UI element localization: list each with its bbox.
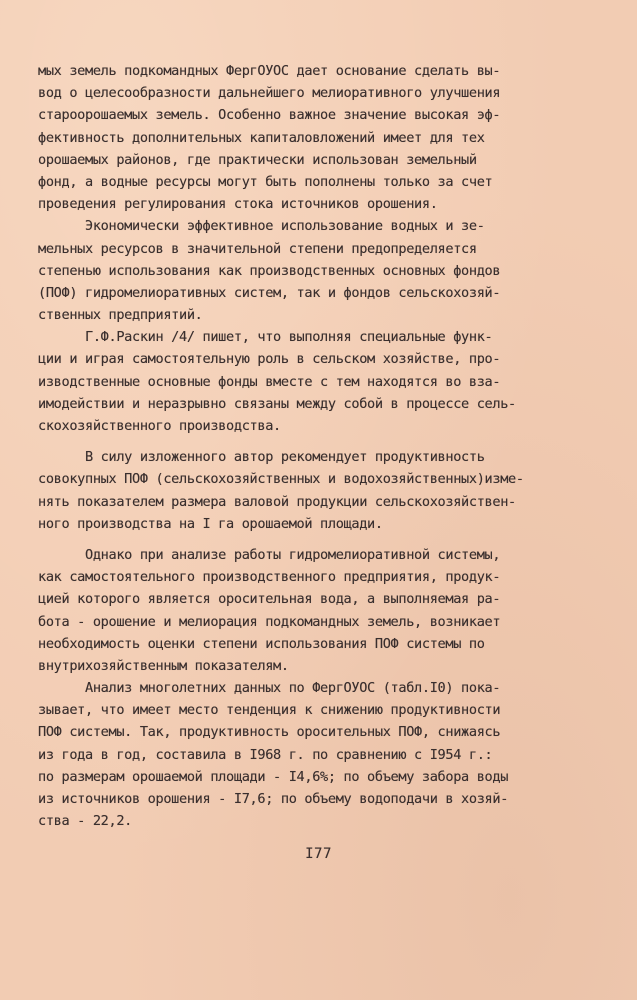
text-line: необходимость оценки степени использования ПОФ системы по xyxy=(38,635,485,652)
text-line: ции и играя самостоятельную роль в сельском хозяйстве, про- xyxy=(38,351,501,368)
text-line: внутрихозяйственным показателям. xyxy=(38,657,289,674)
text-line: из года в год, составила в I968 г. по сравнению с I954 г.: xyxy=(38,746,493,763)
text-line: мых земель подкомандных ФергОУОС дает основание сделать вы- xyxy=(38,63,501,79)
text-line: фонд, а водные ресурсы могут быть пополнены только за счет xyxy=(38,173,493,190)
text-line: Экономически эффективное использование водных и зе- xyxy=(38,218,485,235)
text-line: В силу изложенного автор рекомендует продуктивность xyxy=(38,449,485,466)
text-line: изводственные основные фонды вместе с тем находятся во вза- xyxy=(38,373,501,390)
text-line: ПОФ системы. Так, продуктивность оросительных ПОФ, снижаясь xyxy=(38,724,501,741)
text-line: проведения регулирования стока источников орошения. xyxy=(38,196,438,213)
page-number: I77 xyxy=(305,846,332,862)
text-line: как самостоятельного производственного предприятия, продук- xyxy=(38,569,501,586)
text-line: из источников орошения - I7,6; по объему водоподачи в хозяй- xyxy=(38,791,509,807)
text-line: степенью использования как производственных основных фондов xyxy=(38,262,501,279)
text-line: Анализ многолетних данных по ФергОУОС (табл.I0) пока- xyxy=(38,680,501,697)
text-line: ного производства на I га орошаемой площади. xyxy=(38,515,383,532)
text-line: фективность дополнительных капиталовложений имеет для тех xyxy=(38,129,485,146)
text-line: Однако при анализе работы гидромелиоративной системы, xyxy=(38,546,501,563)
text-line: имодействии и неразрывно связаны между собой в процессе сель- xyxy=(38,395,516,412)
text-line: бота - орошение и мелиорация подкомандных земель, возникает xyxy=(38,613,501,630)
text-line: мельных ресурсов в значительной степени предопределяется xyxy=(38,240,477,257)
text-line: (ПОФ) гидромелиоративных систем, так и фондов сельскохозяй- xyxy=(38,284,501,301)
text-line: совокупных ПОФ (сельскохозяйственных и водохозяйственных)изме- xyxy=(38,471,524,488)
text-line: орошаемых районов, где практически использован земельный xyxy=(38,151,477,168)
text-line: по размерам орошаемой площади - I4,6%; по объему забора воды xyxy=(38,768,509,785)
text-line: ства - 22,2. xyxy=(38,813,133,830)
text-line: цией которого является оросительная вода, а выполняемая ра- xyxy=(38,591,501,608)
text-line: староорошаемых земель. Особенно важное значение высокая эф- xyxy=(38,107,501,124)
text-line: Г.Ф.Раскин /4/ пишет, что выполняя специальные функ- xyxy=(38,329,493,346)
text-line: зывает, что имеет место тенденция к снижению продуктивности xyxy=(38,702,501,719)
text-line: ственных предприятий. xyxy=(38,307,203,324)
text-line: нять показателем размера валовой продукции сельскохозяйствен- xyxy=(38,493,516,510)
body-text xyxy=(38,60,598,832)
text-line: скохозяйственного производства. xyxy=(38,418,281,434)
text-line: вод о целесообразности дальнейшего мелиоративного улучшения xyxy=(38,85,501,102)
